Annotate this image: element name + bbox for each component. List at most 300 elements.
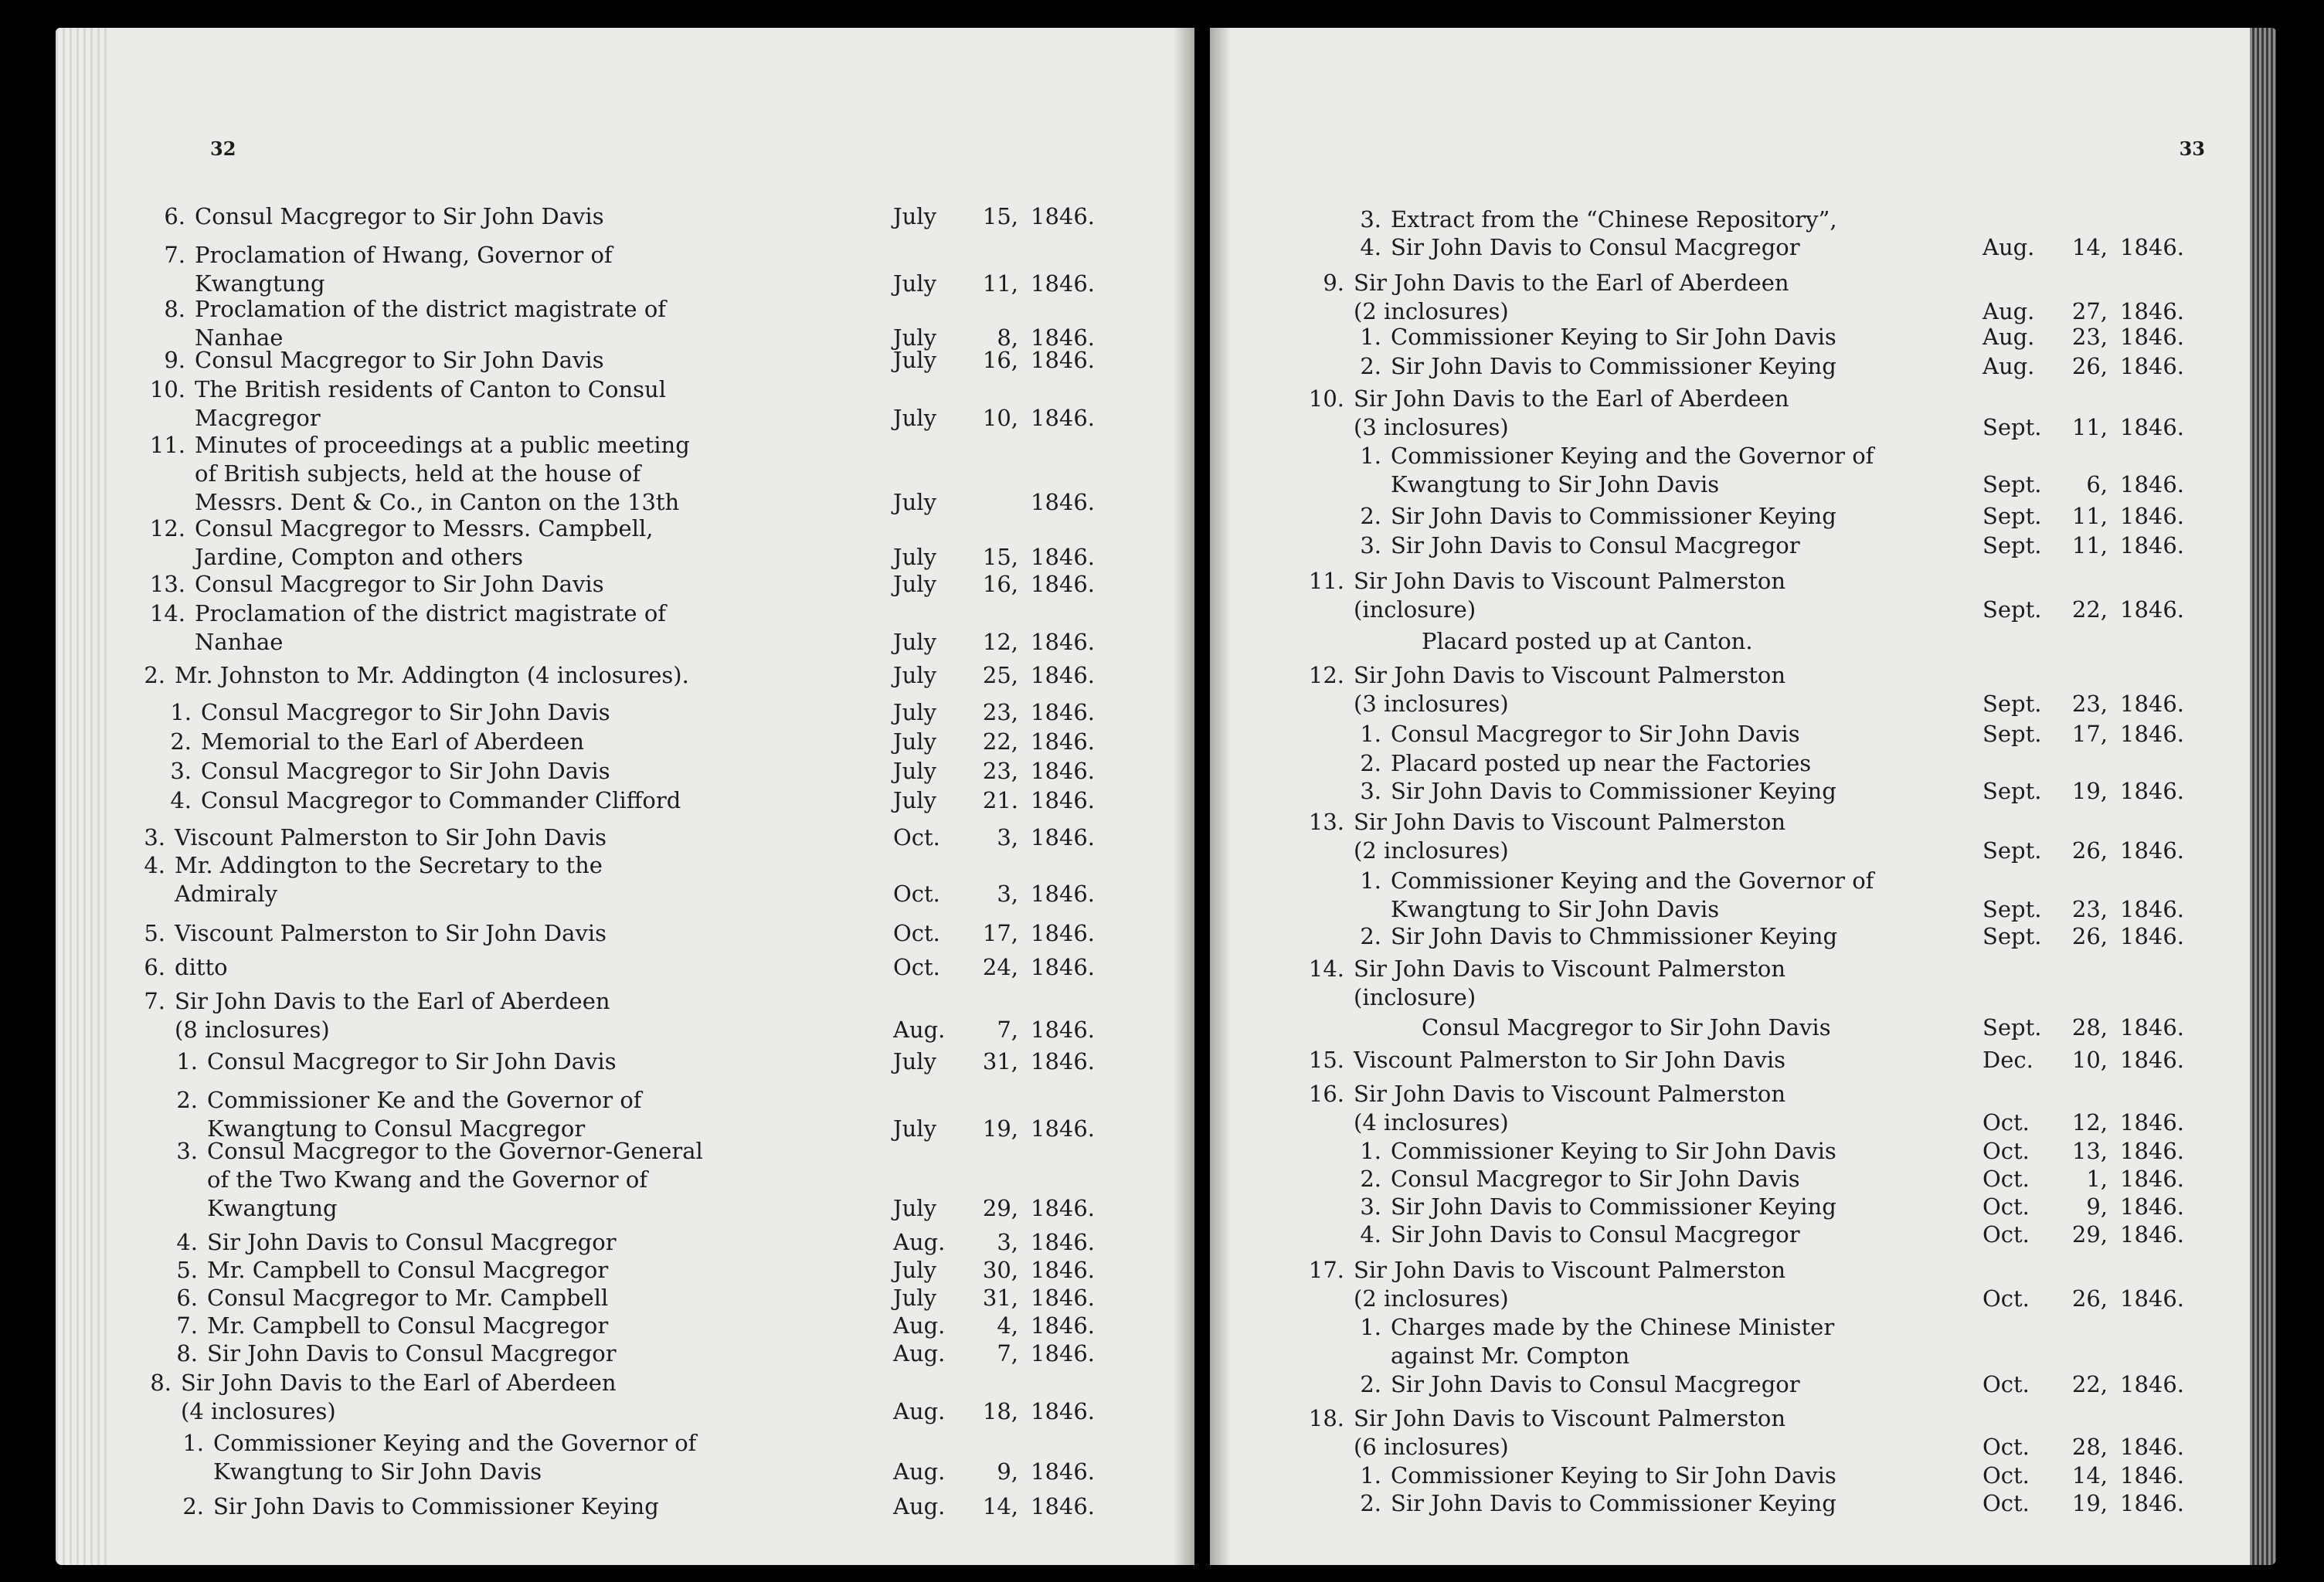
entry-text: Messrs. Dent & Co., in Canton on the 13th	[195, 489, 680, 515]
date-year: 1846.	[2120, 1285, 2185, 1312]
spine-shadow	[1210, 28, 1232, 1565]
date-day: 4,	[997, 1312, 1018, 1339]
date-day: 19,	[982, 1115, 1018, 1142]
entry-number: 1.	[1360, 443, 1381, 469]
entry-number: 8.	[176, 1340, 198, 1366]
date-month: Sept.	[1983, 778, 2042, 804]
entry-number: 2.	[1360, 353, 1381, 379]
date-year: 1846.	[1031, 1340, 1096, 1366]
entry-number: 9.	[1323, 270, 1344, 296]
date-day: 12,	[982, 629, 1018, 655]
entry-text: Sir John Davis to Viscount Palmerston	[1354, 662, 1786, 688]
date-year: 1846.	[2120, 923, 2185, 949]
entry-text: Consul Macgregor to Sir John Davis	[195, 203, 604, 229]
date-year: 1846.	[2120, 503, 2185, 529]
date-month: Oct.	[1983, 1138, 2030, 1164]
entry-text: Commissioner Keying and the Governor of	[1391, 867, 1874, 894]
entry-number: 14.	[1308, 956, 1344, 982]
date-year: 1846.	[1031, 571, 1096, 597]
entry-text: Extract from the “Chinese Repository”,	[1391, 206, 1837, 233]
date-month: Sept.	[1983, 414, 2042, 440]
date-day: 8,	[997, 324, 1018, 351]
date-year: 1846.	[1031, 728, 1096, 755]
entry-text: Kwangtung	[195, 270, 325, 297]
date-day: 26,	[2071, 837, 2108, 864]
date-month: Sept.	[1983, 596, 2042, 623]
date-month: Aug.	[1983, 324, 2035, 350]
date-day: 11,	[2071, 532, 2108, 558]
date-month: Oct.	[1983, 1193, 2030, 1220]
page-number: 32	[210, 137, 236, 160]
date-year: 1846.	[1031, 662, 1096, 688]
entry-text: Minutes of proceedings at a public meeting	[195, 432, 690, 458]
entry-text: (4 inclosures)	[181, 1398, 336, 1424]
entry-text: Sir John Davis to the Earl of Aberdeen	[1354, 385, 1789, 412]
date-year: 1846.	[1031, 1458, 1096, 1485]
entry-text: Placard posted up at Canton.	[1422, 628, 1753, 654]
entry-number: 2.	[1360, 750, 1381, 776]
entry-text: Admiraly	[175, 881, 278, 907]
date-year: 1846.	[2120, 896, 2185, 922]
date-day: 19,	[2071, 778, 2108, 804]
date-month: July	[893, 699, 936, 725]
date-month: July	[893, 662, 936, 688]
date-month: July	[893, 1048, 936, 1074]
entry-text: Kwangtung	[207, 1195, 338, 1221]
date-year: 1846.	[2120, 1490, 2185, 1516]
date-month: July	[893, 347, 936, 373]
date-month: Aug.	[1983, 298, 2035, 324]
entry-text: (6 inclosures)	[1354, 1434, 1509, 1460]
date-year: 1846.	[2120, 1047, 2185, 1073]
entry-number: 4.	[170, 787, 192, 813]
entry-number: 11.	[1308, 568, 1344, 594]
entry-text: Kwangtung to Sir John Davis	[1391, 896, 1720, 922]
date-day: 16,	[982, 347, 1018, 373]
date-day: 23,	[2071, 324, 2108, 350]
entry-text: Consul Macgregor to Sir John Davis	[207, 1048, 617, 1074]
entry-number: 2.	[144, 662, 165, 688]
date-day: 21.	[982, 787, 1018, 813]
entry-number: 13.	[1308, 809, 1344, 835]
date-month: Sept.	[1983, 471, 2042, 497]
date-day: 26,	[2071, 923, 2108, 949]
date-year: 1846.	[2120, 414, 2185, 440]
entry-text: Consul Macgregor to Sir John Davis	[195, 347, 604, 373]
date-year: 1846.	[1031, 1257, 1096, 1283]
entry-number: 1.	[170, 699, 192, 725]
date-day: 23,	[2071, 691, 2108, 717]
date-year: 1846.	[1031, 203, 1096, 229]
date-year: 1846.	[1031, 1285, 1096, 1311]
date-day: 9,	[997, 1458, 1018, 1485]
entry-number: 17.	[1308, 1257, 1344, 1283]
date-month: Oct.	[1983, 1166, 2030, 1192]
entry-number: 1.	[1360, 1138, 1381, 1164]
date-day: 14,	[2071, 234, 2108, 260]
entry-text: Nanhae	[195, 629, 284, 655]
entry-text: Sir John Davis to Consul Macgregor	[207, 1229, 617, 1255]
entry-text: Sir John Davis to Consul Macgregor	[1391, 234, 1800, 260]
date-month: Oct.	[1983, 1285, 2030, 1312]
entry-text: Sir John Davis to the Earl of Aberdeen	[181, 1370, 617, 1396]
entry-number: 7.	[164, 242, 185, 268]
entry-text: Sir John Davis to Consul Macgregor	[1391, 532, 1800, 558]
date-year: 1846.	[1031, 489, 1096, 515]
entry-text: Sir John Davis to Viscount Palmerston	[1354, 956, 1786, 982]
date-month: July	[893, 270, 936, 297]
date-month: Aug.	[1983, 353, 2035, 379]
date-year: 1846.	[2120, 1371, 2185, 1397]
date-month: Sept.	[1983, 503, 2042, 529]
date-month: Aug.	[893, 1017, 946, 1043]
date-year: 1846.	[2120, 1109, 2185, 1136]
date-month: Aug.	[893, 1398, 946, 1424]
entry-text: Sir John Davis to Commissioner Keying	[1391, 353, 1836, 379]
entry-number: 2.	[1360, 1166, 1381, 1192]
entry-text: Jardine, Compton and others	[195, 544, 524, 570]
page-edge	[56, 28, 110, 1565]
entry-number: 2.	[1360, 923, 1381, 949]
date-year: 1846.	[2120, 1193, 2185, 1220]
entry-text: Sir John Davis to Commissioner Keying	[1391, 778, 1836, 804]
entry-text: ditto	[175, 954, 228, 980]
spine-shadow	[1173, 28, 1194, 1565]
date-day: 23,	[2071, 896, 2108, 922]
entry-number: 3.	[1360, 206, 1381, 233]
date-year: 1846.	[1031, 1017, 1096, 1043]
date-month: Sept.	[1983, 896, 2042, 922]
date-year: 1846.	[2120, 353, 2185, 379]
entry-text: Charges made by the Chinese Minister	[1391, 1314, 1835, 1340]
entry-text: Proclamation of the district magistrate of	[195, 600, 667, 626]
entry-number: 14.	[149, 600, 185, 626]
entry-text: Sir John Davis to Chmmissioner Keying	[1391, 923, 1838, 949]
date-month: Sept.	[1983, 691, 2042, 717]
entry-text: Sir John Davis to the Earl of Aberdeen	[175, 988, 610, 1014]
entry-number: 3.	[170, 758, 192, 784]
entry-text: Placard posted up near the Factories	[1391, 750, 1812, 776]
date-day: 1,	[2086, 1166, 2108, 1192]
entry-number: 2.	[1360, 1490, 1381, 1516]
date-month: Sept.	[1983, 721, 2042, 747]
entry-text: Nanhae	[195, 324, 284, 351]
date-day: 7,	[997, 1017, 1018, 1043]
date-month: Oct.	[893, 881, 940, 907]
entry-number: 1.	[1360, 1462, 1381, 1489]
date-day: 18,	[982, 1398, 1018, 1424]
entry-text: Consul Macgregor to Sir John Davis	[1422, 1014, 1831, 1041]
date-month: July	[893, 1285, 936, 1311]
date-month: July	[893, 787, 936, 813]
entry-number: 18.	[1308, 1405, 1344, 1431]
date-month: Oct.	[1983, 1221, 2030, 1248]
date-year: 1846.	[1031, 1195, 1096, 1221]
entry-number: 3.	[1360, 778, 1381, 804]
entry-text: (2 inclosures)	[1354, 837, 1509, 864]
date-month: July	[893, 728, 936, 755]
date-month: Sept.	[1983, 532, 2042, 558]
date-year: 1846.	[2120, 532, 2185, 558]
date-month: Aug.	[893, 1312, 946, 1339]
date-month: Oct.	[1983, 1371, 2030, 1397]
date-year: 1846.	[1031, 405, 1096, 431]
date-year: 1846.	[2120, 1462, 2185, 1489]
entry-text: Kwangtung to Sir John Davis	[213, 1458, 542, 1485]
entry-number: 2.	[182, 1493, 204, 1519]
date-year: 1846.	[2120, 471, 2185, 497]
date-year: 1846.	[2120, 596, 2185, 623]
entry-number: 1.	[182, 1430, 204, 1456]
date-day: 16,	[982, 571, 1018, 597]
date-month: Oct.	[893, 954, 940, 980]
entry-number: 1.	[1360, 1314, 1381, 1340]
date-day: 26,	[2071, 1285, 2108, 1312]
entry-text: Commissioner Keying to Sir John Davis	[1391, 1462, 1836, 1489]
entry-text: Mr. Johnston to Mr. Addington (4 inclosures).	[175, 662, 689, 688]
date-year: 1846.	[1031, 1115, 1096, 1142]
entry-number: 2.	[1360, 1371, 1381, 1397]
entry-text: (inclosure)	[1354, 596, 1476, 623]
entry-text: (3 inclosures)	[1354, 414, 1509, 440]
entry-text: Consul Macgregor to Sir John Davis	[1391, 1166, 1800, 1192]
date-day: 14,	[982, 1493, 1018, 1519]
date-month: Oct.	[893, 824, 940, 850]
entry-number: 3.	[176, 1138, 198, 1164]
entry-text: (8 inclosures)	[175, 1017, 330, 1043]
date-year: 1846.	[1031, 1493, 1096, 1519]
entry-text: Memorial to the Earl of Aberdeen	[201, 728, 585, 755]
entry-text: of British subjects, held at the house of	[195, 460, 641, 487]
entry-number: 10.	[1308, 385, 1344, 412]
date-year: 1846.	[1031, 1312, 1096, 1339]
date-day: 17,	[2071, 721, 2108, 747]
date-month: July	[893, 1195, 936, 1221]
date-year: 1846.	[1031, 920, 1096, 946]
date-month: Oct.	[1983, 1434, 2030, 1460]
date-year: 1846.	[2120, 234, 2185, 260]
page-number: 33	[2179, 137, 2205, 160]
entry-number: 12.	[1308, 662, 1344, 688]
entry-text: Commissioner Keying and the Governor of	[1391, 443, 1874, 469]
date-day: 10,	[982, 405, 1018, 431]
entry-number: 2.	[176, 1087, 198, 1113]
entry-text: Commissioner Ke and the Governor of	[207, 1087, 642, 1113]
entry-text: against Mr. Compton	[1391, 1343, 1630, 1369]
left-page	[56, 28, 1194, 1565]
entry-number: 16.	[1308, 1081, 1344, 1107]
date-day: 22,	[2071, 1371, 2108, 1397]
date-year: 1846.	[2120, 1166, 2185, 1192]
date-year: 1846.	[2120, 298, 2185, 324]
date-month: July	[893, 571, 936, 597]
date-year: 1846.	[1031, 1398, 1096, 1424]
date-day: 28,	[2071, 1434, 2108, 1460]
date-month: July	[893, 758, 936, 784]
date-year: 1846.	[1031, 699, 1096, 725]
date-day: 28,	[2071, 1014, 2108, 1041]
entry-text: Sir John Davis to Commissioner Keying	[1391, 503, 1836, 529]
date-day: 23,	[982, 699, 1018, 725]
entry-text: Sir John Davis to Commissioner Keying	[1391, 1490, 1836, 1516]
date-month: July	[893, 203, 936, 229]
date-month: Aug.	[893, 1229, 946, 1255]
date-month: Sept.	[1983, 1014, 2042, 1041]
entry-text: Sir John Davis to Viscount Palmerston	[1354, 568, 1786, 594]
entry-text: Consul Macgregor to Mr. Campbell	[207, 1285, 609, 1311]
date-day: 3,	[997, 881, 1018, 907]
date-day: 10,	[2071, 1047, 2108, 1073]
entry-text: Commissioner Keying and the Governor of	[213, 1430, 697, 1456]
entry-number: 8.	[150, 1370, 172, 1396]
entry-number: 12.	[149, 515, 185, 541]
date-month: Sept.	[1983, 837, 2042, 864]
entry-text: Mr. Campbell to Consul Macgregor	[207, 1312, 609, 1339]
entry-number: 4.	[176, 1229, 198, 1255]
entry-text: Consul Macgregor to Sir John Davis	[201, 699, 610, 725]
date-month: Aug.	[893, 1493, 946, 1519]
date-day: 11,	[982, 270, 1018, 297]
entry-text: Sir John Davis to Viscount Palmerston	[1354, 1081, 1786, 1107]
date-month: July	[893, 629, 936, 655]
date-day: 11,	[2071, 414, 2108, 440]
date-month: Oct.	[1983, 1109, 2030, 1136]
entry-text: Consul Macgregor to Commander Clifford	[201, 787, 681, 813]
entry-number: 1.	[176, 1048, 198, 1074]
entry-text: Sir John Davis to Viscount Palmerston	[1354, 1405, 1786, 1431]
date-month: Aug.	[1983, 234, 2035, 260]
date-month: July	[893, 324, 936, 351]
date-day: 31,	[982, 1285, 1018, 1311]
entry-text: (2 inclosures)	[1354, 1285, 1509, 1312]
entry-text: Sir John Davis to Viscount Palmerston	[1354, 809, 1786, 835]
entry-number: 6.	[144, 954, 165, 980]
entry-number: 4.	[144, 852, 165, 878]
entry-number: 13.	[149, 571, 185, 597]
date-day: 17,	[982, 920, 1018, 946]
date-day: 3,	[997, 1229, 1018, 1255]
date-month: July	[893, 1257, 936, 1283]
entry-text: Sir John Davis to Consul Macgregor	[1391, 1371, 1800, 1397]
entry-number: 10.	[149, 376, 185, 402]
entry-text: Kwangtung to Sir John Davis	[1391, 471, 1720, 497]
date-day: 9,	[2086, 1193, 2108, 1220]
date-day: 15,	[982, 203, 1018, 229]
date-year: 1846.	[1031, 347, 1096, 373]
date-year: 1846.	[1031, 1048, 1096, 1074]
date-month: Aug.	[893, 1340, 946, 1366]
entry-text: Sir John Davis to Commissioner Keying	[213, 1493, 659, 1519]
entry-number: 11.	[149, 432, 185, 458]
date-day: 12,	[2071, 1109, 2108, 1136]
entry-text: (3 inclosures)	[1354, 691, 1509, 717]
date-year: 1846.	[2120, 1221, 2185, 1248]
entry-number: 3.	[144, 824, 165, 850]
entry-text: Sir John Davis to Consul Macgregor	[1391, 1221, 1800, 1248]
right-page	[1210, 28, 2276, 1565]
date-day: 6,	[2086, 471, 2108, 497]
entry-text: Commissioner Keying to Sir John Davis	[1391, 324, 1836, 350]
entry-text: Sir John Davis to Consul Macgregor	[207, 1340, 617, 1366]
date-month: July	[893, 489, 936, 515]
date-month: Oct.	[1983, 1462, 2030, 1489]
entry-text: Macgregor	[195, 405, 321, 431]
date-year: 1846.	[1031, 758, 1096, 784]
date-day: 30,	[982, 1257, 1018, 1283]
date-day: 29,	[2071, 1221, 2108, 1248]
page-edge	[2250, 28, 2276, 1565]
entry-number: 7.	[176, 1312, 198, 1339]
date-day: 26,	[2071, 353, 2108, 379]
entry-number: 6.	[176, 1285, 198, 1311]
entry-text: Consul Macgregor to Sir John Davis	[201, 758, 610, 784]
date-year: 1846.	[1031, 324, 1096, 351]
entry-text: Viscount Palmerston to Sir John Davis	[1354, 1047, 1786, 1073]
entry-text: Consul Macgregor to Messrs. Campbell,	[195, 515, 654, 541]
entry-number: 7.	[144, 988, 165, 1014]
entry-number: 9.	[164, 347, 185, 373]
entry-text: Sir John Davis to Commissioner Keying	[1391, 1193, 1836, 1220]
date-year: 1846.	[1031, 954, 1096, 980]
date-day: 22,	[982, 728, 1018, 755]
date-year: 1846.	[2120, 1434, 2185, 1460]
date-day: 13,	[2071, 1138, 2108, 1164]
date-year: 1846.	[1031, 270, 1096, 297]
date-day: 23,	[982, 758, 1018, 784]
date-month: Dec.	[1983, 1047, 2034, 1073]
date-year: 1846.	[2120, 721, 2185, 747]
date-day: 24,	[982, 954, 1018, 980]
date-day: 19,	[2071, 1490, 2108, 1516]
date-year: 1846.	[2120, 837, 2185, 864]
entry-text: Viscount Palmerston to Sir John Davis	[175, 824, 607, 850]
date-year: 1846.	[1031, 629, 1096, 655]
entry-text: Proclamation of Hwang, Governor of	[195, 242, 613, 268]
date-year: 1846.	[2120, 778, 2185, 804]
entry-number: 4.	[1360, 1221, 1381, 1248]
entry-text: Commissioner Keying to Sir John Davis	[1391, 1138, 1836, 1164]
entry-number: 3.	[1360, 532, 1381, 558]
date-day: 25,	[982, 662, 1018, 688]
date-year: 1846.	[2120, 691, 2185, 717]
date-month: Oct.	[1983, 1490, 2030, 1516]
entry-number: 1.	[1360, 721, 1381, 747]
date-year: 1846.	[1031, 881, 1096, 907]
entry-text: Consul Macgregor to Sir John Davis	[1391, 721, 1800, 747]
date-day: 27,	[2071, 298, 2108, 324]
entry-text: Consul Macgregor to the Governor-General	[207, 1138, 703, 1164]
entry-text: The British residents of Canton to Consul	[195, 376, 666, 402]
date-year: 1846.	[1031, 787, 1096, 813]
entry-text: (inclosure)	[1354, 984, 1476, 1010]
date-month: July	[893, 544, 936, 570]
entry-number: 15.	[1308, 1047, 1344, 1073]
entry-text: Mr. Campbell to Consul Macgregor	[207, 1257, 609, 1283]
entry-number: 5.	[176, 1257, 198, 1283]
entry-number: 2.	[170, 728, 192, 755]
date-month: July	[893, 405, 936, 431]
date-day: 14,	[2071, 1462, 2108, 1489]
entry-number: 2.	[1360, 503, 1381, 529]
entry-number: 3.	[1360, 1193, 1381, 1220]
entry-text: Viscount Palmerston to Sir John Davis	[175, 920, 607, 946]
entry-text: Sir John Davis to the Earl of Aberdeen	[1354, 270, 1789, 296]
entry-text: Kwangtung to Consul Macgregor	[207, 1115, 586, 1142]
entry-number: 8.	[164, 296, 185, 322]
entry-number: 6.	[164, 203, 185, 229]
date-year: 1846.	[2120, 324, 2185, 350]
date-day: 22,	[2071, 596, 2108, 623]
